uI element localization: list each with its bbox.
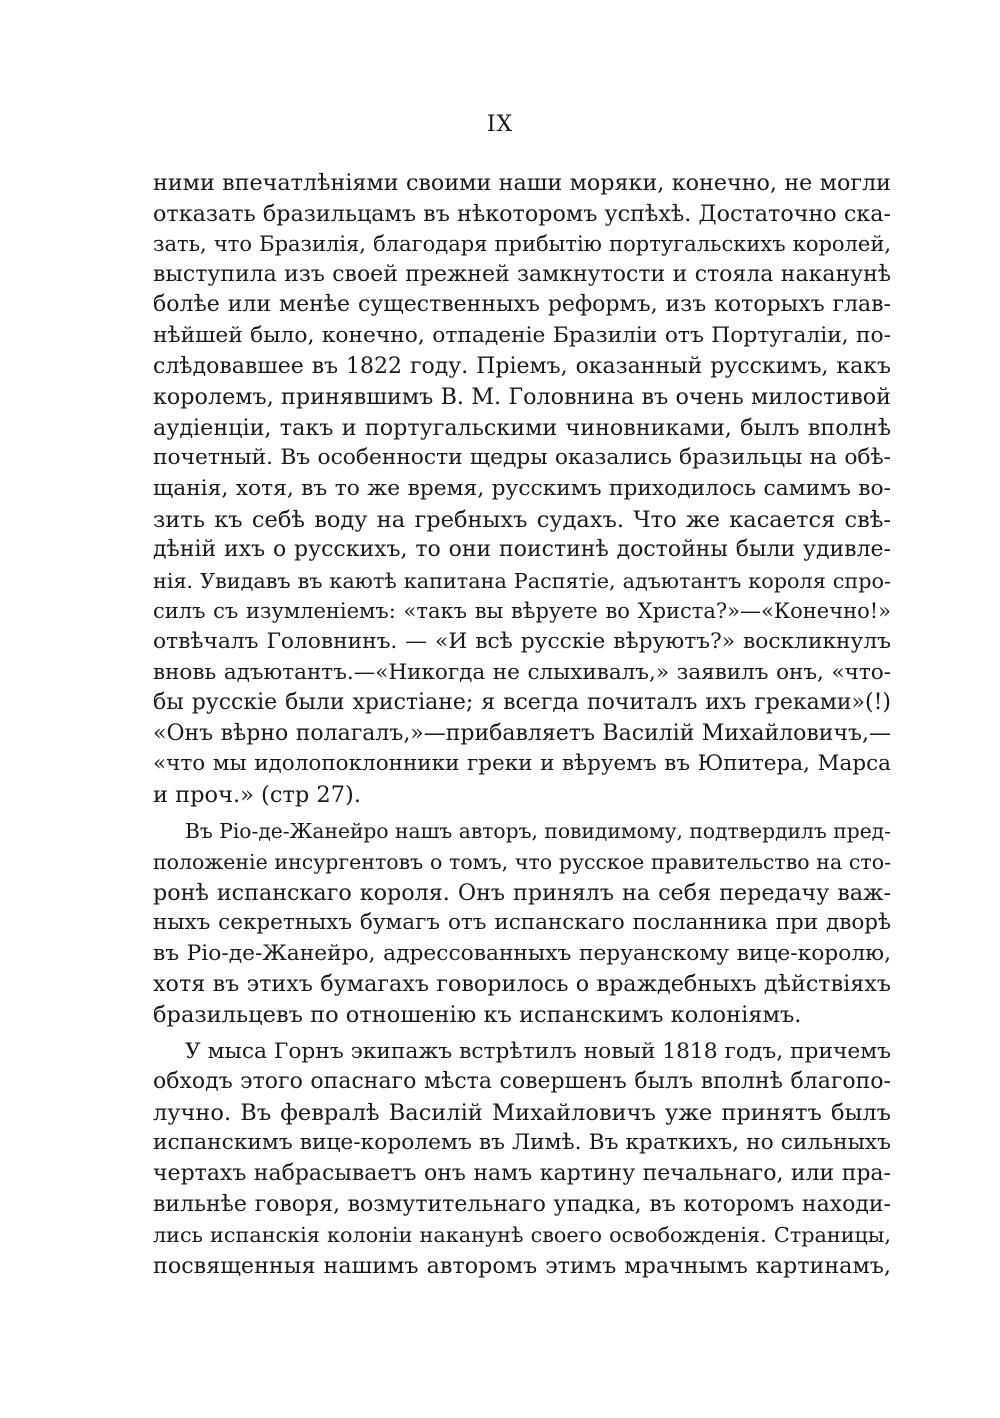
text-line: Въ Ріо-де-Жанейро нашъ авторъ, повидимому, подтвердилъ пред- bbox=[185, 819, 891, 844]
text-line: хотя въ этихъ бумагахъ говорилось о враждебныхъ дѣйствіяхъ bbox=[153, 971, 891, 998]
text-line: «что мы идолопоклонники греки и вѣруемъ въ Юпитера, Марса bbox=[153, 751, 891, 777]
text-line: отказать бразильцамъ въ нѣкоторомъ успѣхѣ. Достаточно ска- bbox=[153, 200, 891, 227]
text-line: обходъ этого опаснаго мѣста совершенъ былъ вполнѣ благопо- bbox=[153, 1069, 891, 1095]
paragraph bbox=[153, 168, 891, 810]
text-line: аудіенціи, такъ и португальскими чиновниками, былъ вполнѣ bbox=[153, 414, 891, 441]
text-line: бразильцевъ по отношенію къ испанскимъ колоніямъ. bbox=[153, 1002, 802, 1029]
text-line: въ Ріо-де-Жанейро, адрессованныхъ перуанскому вице-королю, bbox=[153, 940, 891, 966]
text-line: почетный. Въ особенности щедры оказались бразильцы на обѣ- bbox=[153, 445, 891, 471]
body-text bbox=[153, 168, 891, 1287]
paragraph bbox=[153, 1037, 891, 1282]
paragraph bbox=[153, 816, 891, 1030]
text-line: ними впечатлѣніями своими наши моряки, конечно, не могли bbox=[153, 170, 891, 196]
text-line: щанія, хотя, въ то же время, русскимъ приходилось самимъ во- bbox=[153, 475, 891, 501]
text-line: силъ съ изумленіемъ: «такъ вы вѣруете во Христа?»—«Конечно!» bbox=[153, 599, 891, 624]
text-line: ныхъ секретныхъ бумагъ отъ испанскаго посланника при дворѣ bbox=[153, 910, 891, 936]
text-line: вильнѣе говоря, возмутительнаго упадка, въ которомъ находи- bbox=[153, 1191, 891, 1217]
text-line: испанскимъ вице-королемъ въ Лимѣ. Въ краткихъ, но сильныхъ bbox=[153, 1130, 891, 1156]
text-line: ронѣ испанскаго короля. Онъ принялъ на себя передачу важ- bbox=[153, 879, 891, 906]
text-line: болѣе или менѣе существенныхъ реформъ, изъ которыхъ глав- bbox=[153, 292, 891, 318]
text-line: слѣдовавшее въ 1822 году. Пріемъ, оказанный русскимъ, какъ bbox=[153, 353, 891, 379]
text-line: дѣній ихъ о русскихъ, то они поистинѣ достойны были удивле- bbox=[153, 537, 891, 563]
text-line: лучно. Въ февралѣ Василій Михайловичъ уже принятъ былъ bbox=[153, 1099, 891, 1126]
text-line: выступила изъ своей прежней замкнутости и стояла наканунѣ bbox=[153, 261, 891, 287]
text-line: королемъ, принявшимъ В. М. Головнина въ очень милостивой bbox=[153, 384, 891, 411]
text-line: нія. Увидавъ въ каютѣ капитана Распятіе, адъютантъ короля спро- bbox=[153, 568, 891, 593]
text-line: «Онъ вѣрно полагалъ,»—прибавляетъ Василій Михайловичъ,— bbox=[153, 720, 891, 746]
text-line: лись испанскія колоніи наканунѣ своего освобожденія. Страницы, bbox=[153, 1223, 891, 1248]
text-line: отвѣчалъ Головнинъ. — «И всѣ русскіе вѣруютъ?» воскликнулъ bbox=[153, 628, 891, 654]
text-line: и проч.» (стр 27). bbox=[153, 781, 361, 808]
text-line: У мыса Горнъ экипажъ встрѣтилъ новый 1818 годъ, причемъ bbox=[185, 1038, 891, 1064]
text-line: нѣйшей было, конечно, отпаденіе Бразиліи отъ Португаліи, по- bbox=[153, 322, 891, 348]
text-line: положеніе инсургентовъ о томъ, что русское правительство на сто- bbox=[153, 850, 891, 875]
text-line: зать, что Бразилія, благодаря прибытію португальскихъ королей, bbox=[153, 232, 891, 257]
text-line: чертахъ набрасываетъ онъ намъ картину печальнаго, или пра- bbox=[153, 1161, 891, 1186]
page-number: IX bbox=[486, 112, 514, 137]
text-line: зить къ себѣ воду на гребныхъ судахъ. Что же касается свѣ- bbox=[153, 506, 891, 533]
text-line: посвященныя нашимъ авторомъ этимъ мрачнымъ картинамъ, bbox=[153, 1252, 891, 1279]
text-line: вновь адъютантъ.—«Никогда не слыхивалъ,» заявилъ онъ, «что- bbox=[153, 659, 891, 685]
text-line: бы русскіе были христіане; я всегда почиталъ ихъ греками»(!) bbox=[153, 690, 891, 716]
